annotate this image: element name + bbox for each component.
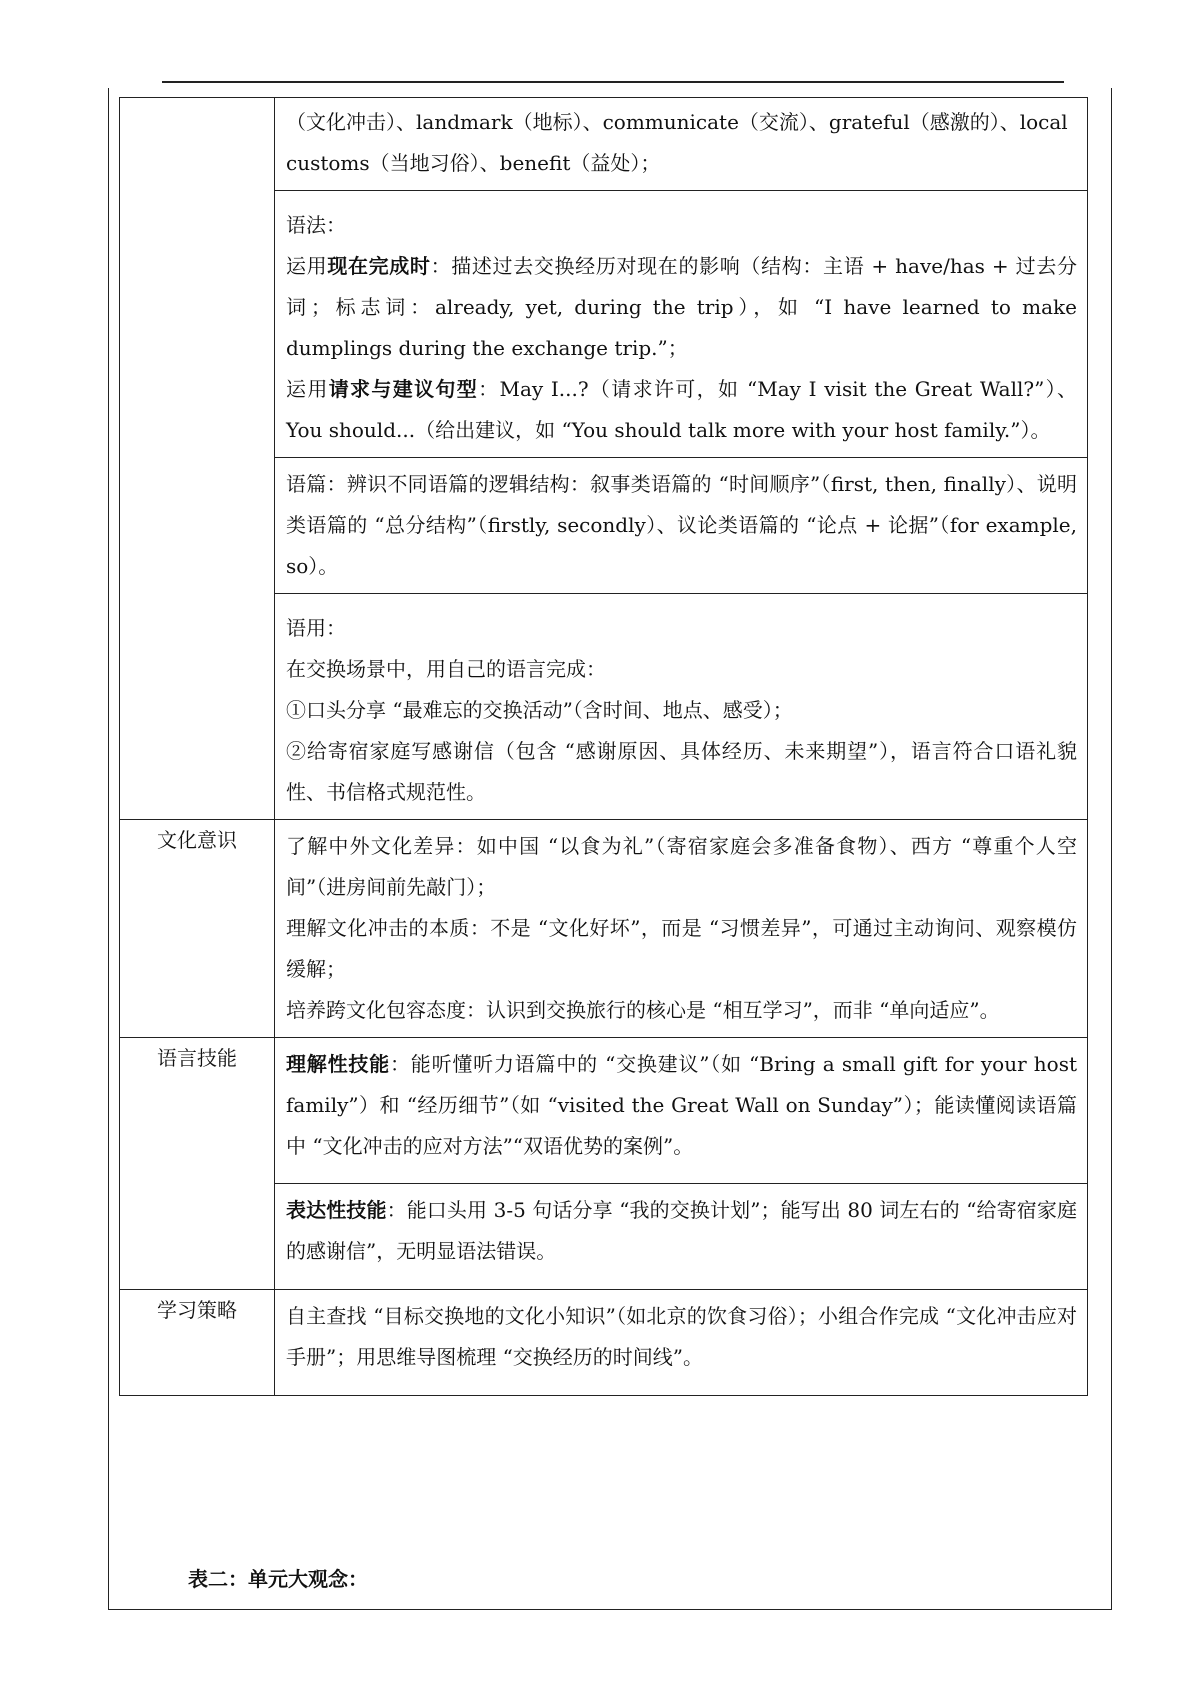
pragmatics-item-2: ②给寄宿家庭写感谢信（包含 “感谢原因、具体经历、未来期望”），语言符合口语礼貌性、书信格式规范性。 [286, 739, 1077, 804]
comprehension-bold: 理解性技能 [286, 1052, 390, 1076]
culture-p3: 培养跨文化包容态度：认识到交换旅行的核心是 “相互学习”，而非 “单向适应”。 [286, 998, 1000, 1022]
learning-strategies-label: 学习策略 [120, 1290, 275, 1396]
culture-p2: 理解文化冲击的本质：不是 “文化好坏”，而是 “习惯差异”，可通过主动询问、观察模仿缓解； [286, 916, 1077, 981]
table-row [120, 1290, 1088, 1396]
discourse-cell [275, 458, 1088, 594]
comprehension-text [286, 1044, 1077, 1167]
pragmatics-item-1: ①口头分享 “最难忘的交换活动”（含时间、地点、感受）； [286, 698, 793, 722]
grammar-cell [275, 191, 1088, 458]
grammar-p2-bold: 请求与建议句型 [328, 377, 479, 401]
expression-text [286, 1190, 1077, 1272]
objectives-table [119, 97, 1088, 1396]
pragmatics-cell [275, 594, 1088, 820]
grammar-paragraph-2 [286, 369, 1077, 451]
table-row [120, 820, 1088, 1038]
learning-strategies-text: 自主查找 “目标交换地的文化小知识”（如北京的饮食习俗）；小组合作完成 “文化冲击应对手册”；用思维导图梳理 “交换经历的时间线”。 [286, 1304, 1077, 1369]
expression-bold: 表达性技能 [286, 1198, 387, 1222]
grammar-paragraph-1 [286, 246, 1077, 369]
grammar-p2-prefix: 运用 [286, 377, 329, 401]
language-skills-label: 语言技能 [120, 1038, 275, 1290]
culture-cell [275, 820, 1088, 1038]
table-two-caption: 表二：单元大观念： [188, 1567, 368, 1591]
pragmatics-heading: 语用： [286, 616, 346, 640]
pragmatics-intro: 在交换场景中，用自己的语言完成： [286, 657, 606, 681]
table-row [120, 98, 1088, 191]
comprehension-cell [275, 1038, 1088, 1184]
grammar-heading: 语法： [286, 213, 346, 237]
grammar-p1-bold: 现在完成时 [327, 254, 431, 278]
grammar-p2-text: ：May I...?（请求许可，如 “May I visit the Great Wall?”）、You should...（给出建议，如 “You should talk more with your host family.”）。 [286, 377, 1078, 442]
vocab-cell [275, 98, 1088, 191]
culture-label: 文化意识 [120, 820, 275, 1038]
header-rule [162, 81, 1064, 83]
vocab-line-2: customs（当地习俗）、benefit（益处）； [286, 151, 661, 175]
culture-p1: 了解中外文化差异：如中国 “以食为礼”（寄宿家庭会多准备食物）、西方 “尊重个人空间”（进房间前先敲门）； [286, 834, 1077, 899]
vocab-line-1: （文化冲击）、landmark（地标）、communicate（交流）、grateful（感激的）、local [286, 110, 1068, 134]
table-row [120, 1038, 1088, 1184]
learning-strategies-cell [275, 1290, 1088, 1396]
grammar-p1-text: ：描述过去交换经历对现在的影响（结构：主语 + have/has + 过去分词；标志词：already, yet, during the trip），如 “I have learned to make dumplings during the exchange trip.”； [286, 254, 1077, 360]
expression-cell [275, 1184, 1088, 1290]
expression-body: ：能口头用 3-5 句话分享 “我的交换计划”；能写出 80 词左右的 “给寄宿家庭的感谢信”，无明显语法错误。 [286, 1198, 1078, 1263]
grammar-p1-prefix: 运用 [286, 254, 328, 278]
discourse-text: 语篇：辨识不同语篇的逻辑结构：叙事类语篇的 “时间顺序”（first, then, finally）、说明类语篇的 “总分结构”（firstly, secondly）、议论类语篇的 “论点 + 论据”（for example, so）。 [286, 472, 1077, 578]
row-label-empty [120, 98, 275, 820]
comprehension-body: ：能听懂听力语篇中的 “交换建议”（如 “Bring a small gift for your host family”）和 “经历细节”（如 “visited the Great Wall on Sunday”）；能读懂阅读语篇中 “文化冲击的应对方法”“双语优势的案例”。 [286, 1052, 1078, 1158]
